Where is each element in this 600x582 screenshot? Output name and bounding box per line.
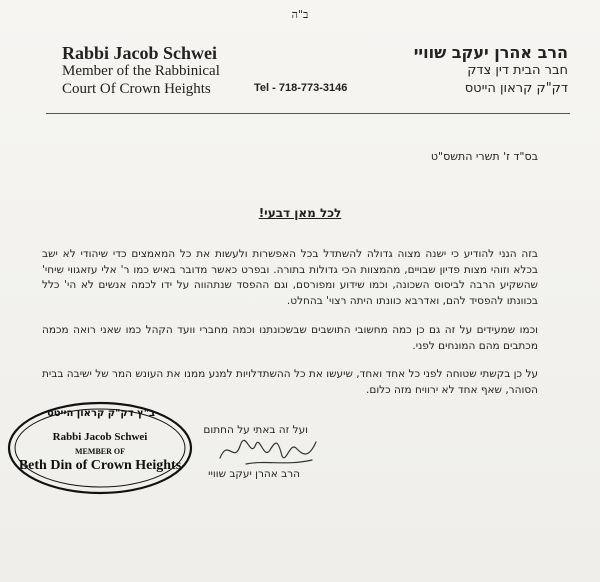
english-letterhead <box>62 44 262 98</box>
signer-name: הרב אהרן יעקב שוויי <box>208 468 300 480</box>
salutation: לכל מאן דבעי! <box>258 206 342 220</box>
body-paragraph-1: בזה הנני להודיע כי ישנה מצוה גדולה להשתדל בכל האפשרות ולעשות את כל המאמצים כדי שיהודי לא ישב בכלא וזוהי מצות פדיון שבויים, מהמצוות הכי גדולות בתורה. ובפרט כאשר מדובר באיש כמו ר' אלי עזאגווי שיחי' שהשקיע הרבה לביסוס השכונה, וכמו שידוע ומפורסם, וגם ההפסד שנתהווה על ידו לכמה אנשים לא הי' כלל בכוונתו להפסיד להם, ואדרבא כוונתו היתה רצוי' בהחלט. <box>42 248 538 307</box>
hebrew-name: הרב אהרן יעקב שוויי <box>413 43 568 62</box>
telephone: Tel - 718-773-3146 <box>254 82 348 94</box>
stamp-name: Rabbi Jacob Schwei <box>52 431 148 443</box>
hebrew-title-line1: חבר הבית דין צדק <box>467 63 568 78</box>
body-paragraph-2: וכמו שמעידים על זה גם כן כמה מחשובי התושבים שבשכונתנו וכמה מחברי וועד הקהל כמו שאני רואה מכמה מכתבים מהם המונחים לפני. <box>42 324 538 352</box>
hebrew-letterhead <box>338 44 568 98</box>
stamp-court-name: Beth Din of Crown Heights <box>18 458 182 473</box>
english-title-line2: Court Of Crown Heights <box>62 81 211 97</box>
english-title-line1: Member of the Rabbinical <box>62 63 220 79</box>
hebrew-title-line2: דק"ק קראון הייטס <box>464 81 568 96</box>
bh-header: ב"ה <box>291 8 309 21</box>
body-paragraph-3: על כן בקשתי שטוחה לפני כל אחד ואחד, שיעשו את כל ההשתדלויות למנע ממנו את העונש המר של ישיבה בבית הסוהר, שאף אחד לא ירוויח מזה כלום. <box>42 368 538 396</box>
letter-date: בס"ד ז' תשרי התשס"ט <box>430 150 538 163</box>
signature-image <box>216 430 326 470</box>
stamp-hebrew-text: ב"ץ דק"ק קראון הייטס <box>46 408 156 419</box>
closing-line: ועל זה באתי על החתום <box>203 424 308 436</box>
english-name: Rabbi Jacob Schwei <box>62 43 218 63</box>
letterhead-divider <box>46 113 570 114</box>
stamp-member-of: MEMBER OF <box>75 447 125 456</box>
